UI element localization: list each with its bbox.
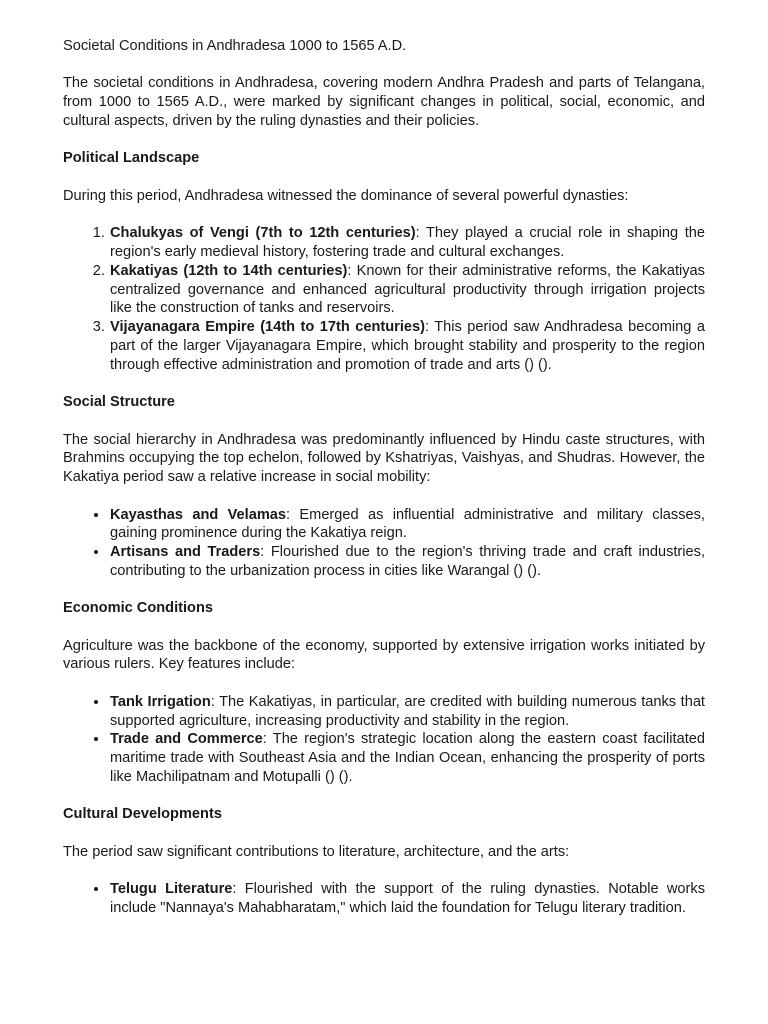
list-item-term: Chalukyas of Vengi (7th to 12th centuries) xyxy=(110,225,416,242)
list-item-term: Trade and Commerce xyxy=(110,731,263,748)
list-item-term: Vijayanagara Empire (14th to 17th centuries) xyxy=(110,319,425,336)
list-item-text: : Flourished due to the region's thriving trade and craft industries, contributing to the urbanization process in cities like Warangal () (). xyxy=(110,544,706,579)
cultural-lead: The period saw significant contributions to literature, architecture, and the arts: xyxy=(63,843,570,860)
social-heading: Social Structure xyxy=(63,394,175,411)
cultural-heading: Cultural Developments xyxy=(63,806,222,823)
list-item-term: Kakatiyas (12th to 14th centuries) xyxy=(110,262,348,279)
list-item-text: : Known for their administrative reforms, the Kakatiyas centralized governance and enhanced agricultural productivity through irrigation projects like the construction of tanks and reservoirs. xyxy=(110,262,705,317)
social-lead: The social hierarchy in Andhradesa was predominantly influenced by Hindu caste structures, with Brahmins occupying the top echelon, followed by Kshatriyas, Vaishyas, and Shudras. However, the Kakatiya period saw a relative increase in social mobility: xyxy=(63,431,705,486)
list-item xyxy=(109,506,705,544)
list-item xyxy=(109,543,705,581)
list-item xyxy=(109,880,705,918)
list-item-term: Telugu Literature xyxy=(110,881,233,898)
intro-paragraph: The societal conditions in Andhradesa, covering modern Andhra Pradesh and parts of Telangana, from 1000 to 1565 A.D., were marked by significant changes in political, social, economic, and cultural aspects, driven by the ruling dynasties and their policies. xyxy=(63,75,705,129)
list-item-text: : They played a crucial role in shaping the region's early medieval history, fostering trade and cultural exchanges. xyxy=(110,225,705,260)
list-item-text: : Flourished with the support of the ruling dynasties. Notable works include "Nannaya's Mahabharatam," which laid the foundation for Telugu literary tradition. xyxy=(110,881,705,917)
economic-heading: Economic Conditions xyxy=(63,600,213,617)
economic-list xyxy=(63,693,705,787)
cultural-list xyxy=(63,880,705,918)
list-item xyxy=(109,224,705,262)
list-item-term: Tank Irrigation xyxy=(110,693,211,710)
list-item-text: : The region's strategic location along the eastern coast facilitated maritime trade with Southeast Asia and the Indian Ocean, enhancing the prosperity of ports like Machilipatnam and Motupalli () (). xyxy=(110,731,705,786)
political-heading: Political Landscape xyxy=(63,150,200,167)
list-item xyxy=(109,693,705,731)
list-item-term: Artisans and Traders xyxy=(110,544,261,561)
document-title: Societal Conditions in Andhradesa 1000 to 1565 A.D. xyxy=(63,38,407,54)
list-item xyxy=(109,318,705,374)
list-item-text: : The Kakatiyas, in particular, are credited with building numerous tanks that supported agriculture, increasing productivity and stability in the region. xyxy=(110,693,705,729)
list-item xyxy=(109,262,705,318)
economic-lead: Agriculture was the backbone of the economy, supported by extensive irrigation works initiated by various rulers. Key features include: xyxy=(63,637,705,673)
list-item xyxy=(109,730,705,786)
document-page xyxy=(63,37,705,936)
political-list xyxy=(63,224,705,374)
political-lead: During this period, Andhradesa witnessed the dominance of several powerful dynasties: xyxy=(63,187,629,204)
list-item-text: : Emerged as influential administrative and military classes, gaining prominence during the Kakatiya reign. xyxy=(110,506,705,542)
list-item-term: Kayasthas and Velamas xyxy=(110,506,287,523)
list-item-text: : This period saw Andhradesa becoming a part of the larger Vijayanagara Empire, which brought stability and prosperity to the region through effective administration and promotion of trade and arts () (). xyxy=(110,319,705,373)
social-list xyxy=(63,506,705,581)
